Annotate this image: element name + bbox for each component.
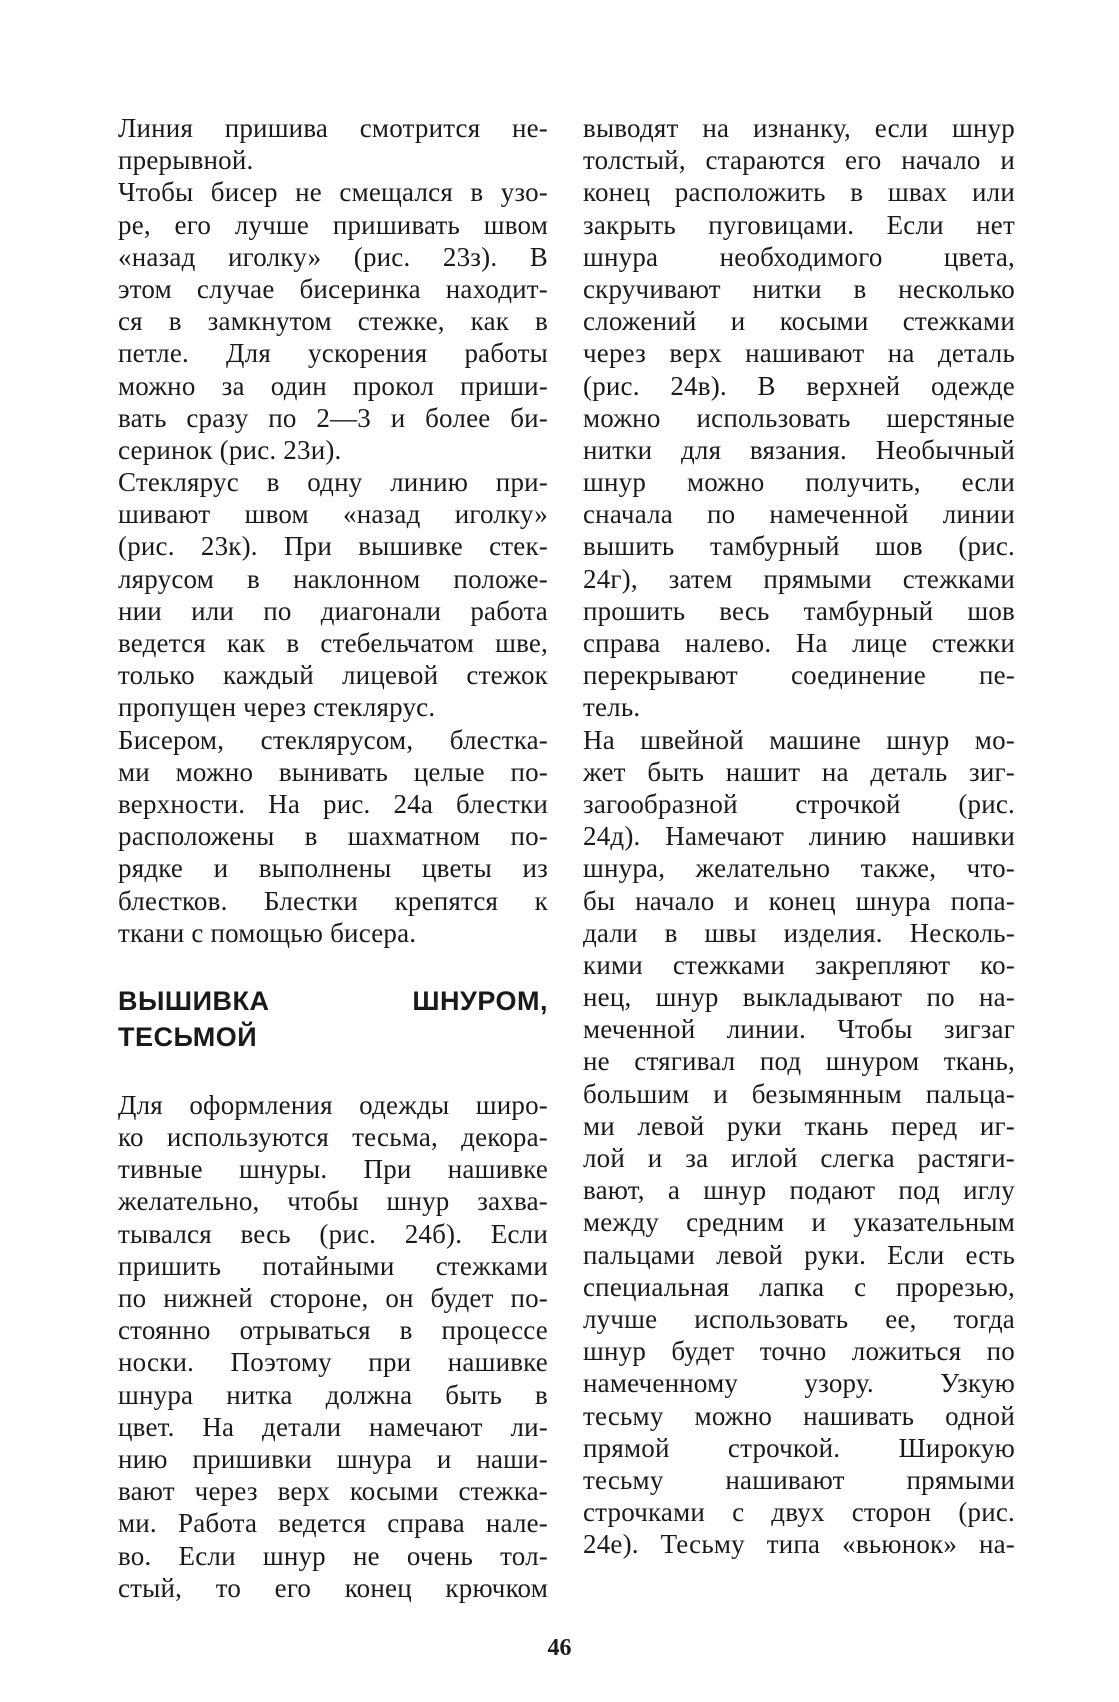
text-line: закрыть пуговицами. Если нет <box>583 209 1015 240</box>
text-line: рядке и выполнены цветы из <box>118 853 548 884</box>
text-line: только каждый лицевой стежок <box>118 660 548 691</box>
paragraph-seam-line <box>118 112 548 176</box>
text-line: вают через верх косыми стежка- <box>118 1476 548 1507</box>
text-line: намеченному узору. Узкую <box>583 1368 1015 1399</box>
text-line: прошить весь тамбурный шов <box>583 595 1015 626</box>
text-line: перекрывают соединение пе- <box>583 660 1015 691</box>
text-line: стый, то его конец крючком <box>118 1572 548 1603</box>
text-line: цвет. На детали намечают ли- <box>118 1411 548 1442</box>
text-line: На швейной машине шнур мо- <box>583 724 1015 755</box>
text-line: шивают швом «назад иголку» <box>118 499 548 530</box>
text-line: бы начало и конец шнура попа- <box>583 885 1015 916</box>
paragraph-cord-embroidery <box>118 1089 548 1604</box>
text-line: ткани с помощью бисера. <box>118 917 417 948</box>
text-line: 24д). Намечают линию нашивки <box>583 821 1015 852</box>
text-line: петле. Для ускорения работы <box>118 338 548 369</box>
section-heading-line2: ТЕСЬМОЙ <box>118 1021 258 1052</box>
text-line: «назад иголку» (рис. 23з). В <box>118 241 548 272</box>
right-column <box>583 112 1015 1560</box>
text-line: лярусом в наклонном положе- <box>118 563 548 594</box>
text-line: шнур можно получить, если <box>583 467 1015 498</box>
text-line: Стеклярус в одну линию при- <box>118 467 548 498</box>
text-line: можно использовать шерстяные <box>583 402 1015 433</box>
text-line: лучше использовать ее, тогда <box>583 1303 1015 1334</box>
text-line: верхности. На рис. 24а блестки <box>118 788 548 819</box>
text-line: шнура, желательно также, что- <box>583 853 1015 884</box>
text-line: во. Если шнур не очень тол- <box>118 1540 548 1571</box>
text-line: ми левой руки ткань перед иг- <box>583 1110 1015 1141</box>
text-line: пропущен через стеклярус. <box>118 692 436 723</box>
text-line: ко используются тесьма, декора- <box>118 1122 548 1153</box>
text-line: стоянно отрываться в процессе <box>118 1315 548 1346</box>
paragraph-bead-stitch <box>118 176 548 466</box>
text-line: 24г), затем прямыми стежками <box>583 563 1015 594</box>
text-line: загообразной строчкой (рис. <box>583 788 1015 819</box>
text-line: дали в швы изделия. Несколь- <box>583 917 1015 948</box>
text-line: шнур будет точно ложиться по <box>583 1336 1015 1367</box>
text-line: по нижней стороне, он будет по- <box>118 1283 548 1313</box>
text-line: вают, а шнур подают под иглу <box>583 1175 1015 1206</box>
text-line: серинок (рис. 23и). <box>118 434 342 465</box>
text-line: пришить потайными стежками <box>118 1250 548 1281</box>
text-line: скручивают нитки в несколько <box>583 273 1015 304</box>
text-line: нию пришивки шнура и наши- <box>118 1443 548 1474</box>
text-line: вать сразу по 2—3 и более би- <box>118 402 548 433</box>
text-line: нец, шнур выкладывают по на- <box>583 982 1015 1013</box>
text-line: не стягивал под шнуром ткань, <box>583 1046 1015 1077</box>
text-line: специальная лапка с прорезью, <box>583 1271 1015 1302</box>
text-line: Для оформления одежды широ- <box>118 1089 548 1120</box>
text-line: расположены в шахматном по- <box>118 821 548 852</box>
text-line: тель. <box>583 692 641 723</box>
text-line: тесьму нашивают прямыми <box>583 1464 1015 1495</box>
text-line: шнура необходимого цвета, <box>583 241 1015 272</box>
text-line: тесьму можно нашивать одной <box>583 1400 1015 1431</box>
text-line: нитки для вязания. Необычный <box>583 434 1015 465</box>
text-line: прерывной. <box>118 145 254 176</box>
text-line: 24е). Тесьму типа «вьюнок» на- <box>583 1529 1015 1560</box>
text-line: (рис. 24в). В верхней одежде <box>583 370 1015 401</box>
text-line: лой и за иглой слегка растяги- <box>583 1143 1015 1173</box>
text-line: большим и безымянным пальца- <box>583 1078 1015 1109</box>
text-line: жет быть нашит на деталь зиг- <box>583 756 1015 787</box>
text-line: нии или по диагонали работа <box>118 595 548 626</box>
text-line: пальцами левой руки. Если есть <box>583 1239 1015 1270</box>
text-line: сложений и косыми стежками <box>583 306 1015 337</box>
text-line: ведется как в стебельчатом шве, <box>118 628 548 658</box>
section-heading-line1: ВЫШИВКА ШНУРОМ, <box>118 985 548 1016</box>
text-line: ми. Работа ведется справа нале- <box>118 1508 548 1539</box>
paragraph-sequins <box>118 724 548 949</box>
text-line: толстый, стараются его начало и <box>583 145 1015 176</box>
page-number: 46 <box>547 1635 572 1661</box>
paragraph-cord-continued <box>583 112 1015 724</box>
text-line: (рис. 23к). При вышивке стек- <box>118 531 548 562</box>
text-line: вышить тамбурный шов (рис. <box>583 531 1015 562</box>
text-line: тивные шнуры. При нашивке <box>118 1154 548 1185</box>
text-line: Линия пришива смотрится не- <box>118 113 548 143</box>
text-line: Бисером, стеклярусом, блестка- <box>118 724 548 755</box>
text-line: желательно, чтобы шнур захва- <box>118 1186 548 1217</box>
text-line: конец расположить в швах или <box>583 177 1015 208</box>
text-line: тывался весь (рис. 24б). Если <box>118 1218 548 1249</box>
text-line: носки. Поэтому при нашивке <box>118 1347 548 1378</box>
text-line: Чтобы бисер не смещался в узо- <box>118 177 548 208</box>
text-line: строчками с двух сторон (рис. <box>583 1497 1015 1528</box>
text-line: кими стежками закрепляют ко- <box>583 949 1015 980</box>
text-line: справа налево. На лице стежки <box>583 628 1015 658</box>
text-line: меченной линии. Чтобы зигзаг <box>583 1014 1015 1045</box>
text-line: блестков. Блестки крепятся к <box>118 885 548 916</box>
paragraph-sewing-machine <box>583 724 1015 1561</box>
text-line: ся в замкнутом стежке, как в <box>118 306 548 337</box>
text-line: ре, его лучше пришивать швом <box>118 209 548 240</box>
text-line: шнура нитка должна быть в <box>118 1379 548 1410</box>
text-line: прямой строчкой. Широкую <box>583 1432 1015 1463</box>
text-line: можно за один прокол приши- <box>118 370 548 401</box>
text-line: выводят на изнанку, если шнур <box>583 113 1015 143</box>
text-line: этом случае бисеринка находит- <box>118 273 548 304</box>
text-line: ми можно вынивать целые по- <box>118 756 548 787</box>
left-column <box>118 112 548 1604</box>
paragraph-bugle-beads <box>118 466 548 724</box>
text-line: сначала по намеченной линии <box>583 499 1015 530</box>
text-line: между средним и указательным <box>583 1207 1015 1238</box>
text-line: через верх нашивают на деталь <box>583 338 1015 369</box>
